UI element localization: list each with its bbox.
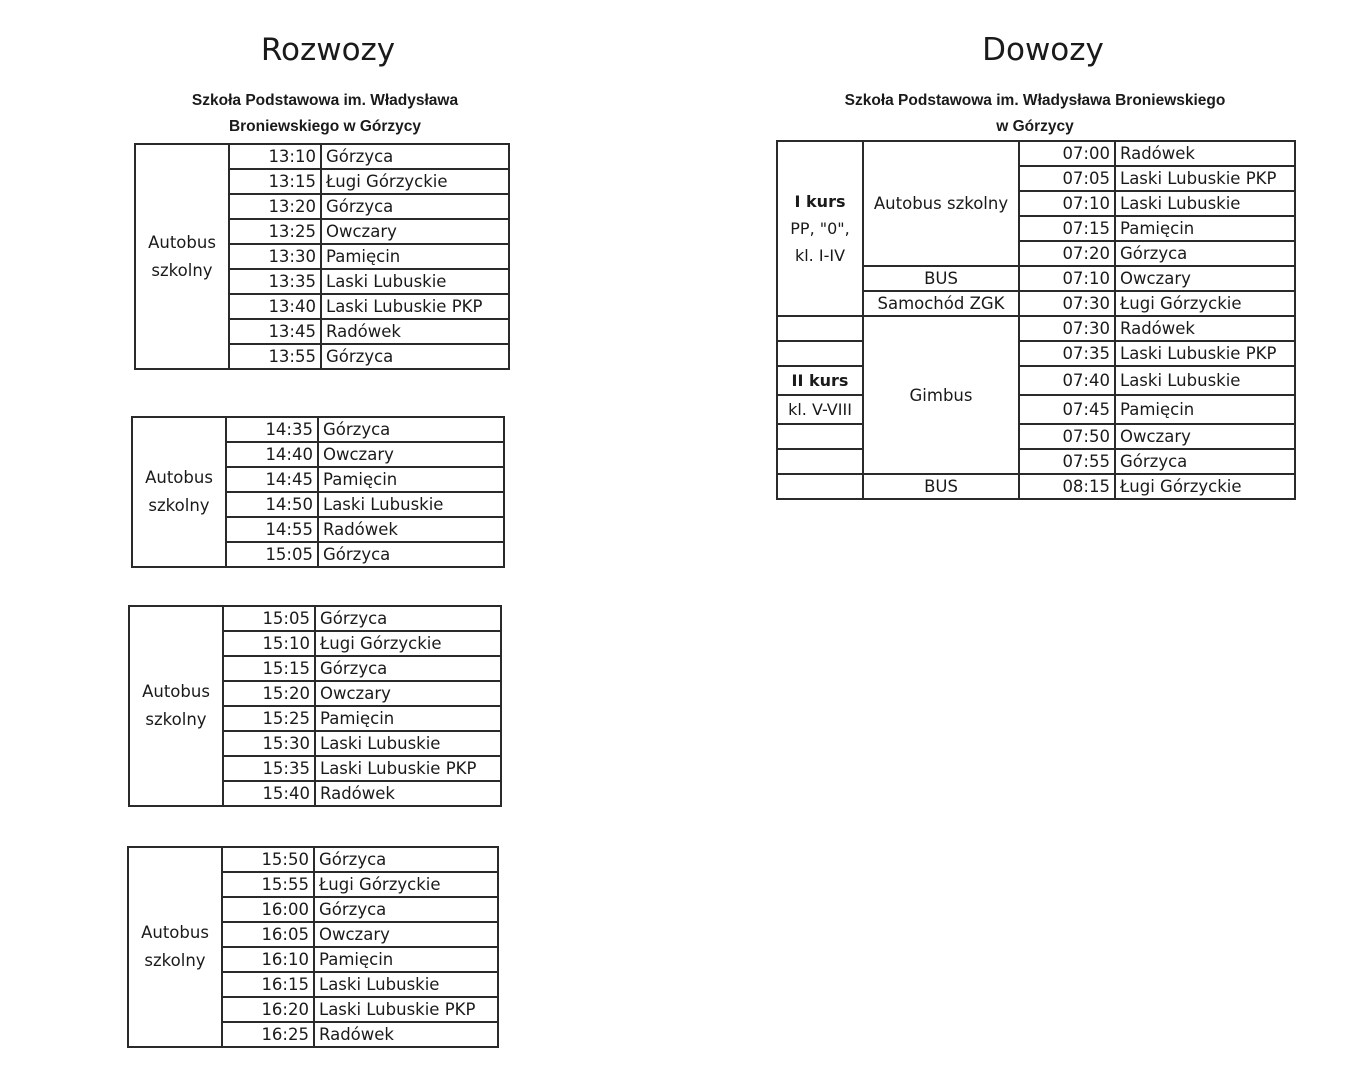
time-cell: 07:35 [1019, 341, 1115, 366]
empty-cell [777, 449, 863, 474]
place-cell: Owczary [314, 922, 498, 947]
vehicle-label: Autobus [148, 232, 216, 252]
time-cell: 07:00 [1019, 141, 1115, 166]
place-cell: Górzyca [318, 542, 504, 567]
table-row [777, 341, 1295, 366]
dowozy-subtitle-line1: Szkoła Podstawowa im. Władysława Broniewskiego [844, 92, 1226, 109]
place-cell: Laski Lubuskie [315, 731, 501, 756]
place-cell: Pamięcin [318, 467, 504, 492]
course-2-name: II kurs [777, 366, 863, 395]
time-cell: 16:25 [222, 1022, 314, 1047]
time-cell: 07:40 [1019, 366, 1115, 395]
vehicle-cell [132, 417, 226, 567]
dowozy-table [776, 140, 1296, 500]
place-cell: Laski Lubuskie [318, 492, 504, 517]
place-cell: Radówek [1115, 141, 1295, 166]
time-cell: 07:55 [1019, 449, 1115, 474]
vehicle-label: szkolny [151, 260, 213, 280]
place-cell: Laski Lubuskie [314, 972, 498, 997]
time-cell: 16:10 [222, 947, 314, 972]
place-cell: Górzyca [321, 194, 509, 219]
time-cell: 14:35 [226, 417, 318, 442]
place-cell: Radówek [315, 781, 501, 806]
time-cell: 15:05 [223, 606, 315, 631]
place-cell: Górzyca [315, 656, 501, 681]
place-cell: Pamięcin [314, 947, 498, 972]
time-cell: 16:05 [222, 922, 314, 947]
place-cell: Górzyca [314, 847, 498, 872]
dowozy-subtitle [780, 88, 1290, 140]
place-cell: Górzyca [321, 344, 509, 369]
place-cell: Ługi Górzyckie [314, 872, 498, 897]
place-cell: Owczary [315, 681, 501, 706]
time-cell: 15:30 [223, 731, 315, 756]
place-cell: Owczary [1115, 266, 1295, 291]
time-cell: 13:35 [229, 269, 321, 294]
vehicle-cell [129, 606, 223, 806]
course-2-classes: kl. V-VIII [777, 395, 863, 424]
place-cell: Ługi Górzyckie [1115, 474, 1295, 499]
place-cell: Górzyca [314, 897, 498, 922]
time-cell: 15:20 [223, 681, 315, 706]
place-cell: Laski Lubuskie [321, 269, 509, 294]
table-row [777, 449, 1295, 474]
place-cell: Górzyca [1115, 241, 1295, 266]
time-cell: 07:50 [1019, 424, 1115, 449]
empty-cell [777, 474, 863, 499]
vehicle-label: Autobus [142, 682, 210, 701]
time-cell: 07:45 [1019, 395, 1115, 424]
place-cell: Laski Lubuskie PKP [1115, 341, 1295, 366]
time-cell: 14:40 [226, 442, 318, 467]
place-cell: Radówek [1115, 316, 1295, 341]
time-cell: 15:25 [223, 706, 315, 731]
rozwozy-subtitle-line1: Szkoła Podstawowa im. Władysława [191, 92, 459, 109]
place-cell: Owczary [1115, 424, 1295, 449]
place-cell: Górzyca [318, 417, 504, 442]
vehicle-cell [135, 144, 229, 369]
vehicle-gimbus: Gimbus [863, 316, 1019, 474]
place-cell: Radówek [321, 319, 509, 344]
place-cell: Owczary [321, 219, 509, 244]
place-cell: Ługi Górzyckie [321, 169, 509, 194]
empty-cell [777, 316, 863, 341]
rozwozy-subtitle [130, 88, 520, 140]
time-cell: 13:25 [229, 219, 321, 244]
table-row [777, 474, 1295, 499]
time-cell: 07:10 [1019, 266, 1115, 291]
time-cell: 13:15 [229, 169, 321, 194]
time-cell: 13:40 [229, 294, 321, 319]
time-cell: 13:55 [229, 344, 321, 369]
place-cell: Pamięcin [1115, 216, 1295, 241]
table-row [777, 366, 1295, 395]
time-cell: 08:15 [1019, 474, 1115, 499]
empty-cell [777, 341, 863, 366]
place-cell: Laski Lubuskie [1115, 366, 1295, 395]
rozwozy-block-body [129, 606, 501, 806]
time-cell: 07:05 [1019, 166, 1115, 191]
empty-cell [777, 424, 863, 449]
place-cell: Radówek [318, 517, 504, 542]
place-cell: Górzyca [1115, 449, 1295, 474]
rozwozy-table-3 [128, 605, 502, 807]
vehicle-label: szkolny [144, 951, 206, 970]
course-1-groups: PP, "0", [790, 219, 850, 238]
time-cell: 07:20 [1019, 241, 1115, 266]
dowozy-title: Dowozy [982, 32, 1104, 68]
rozwozy-block-body [135, 144, 509, 369]
time-cell: 15:55 [222, 872, 314, 897]
time-cell: 15:05 [226, 542, 318, 567]
vehicle-label: Autobus [141, 923, 209, 942]
table-row [777, 395, 1295, 424]
place-cell: Owczary [318, 442, 504, 467]
place-cell: Laski Lubuskie [1115, 191, 1295, 216]
time-cell: 14:55 [226, 517, 318, 542]
place-cell: Pamięcin [315, 706, 501, 731]
dowozy-subtitle-line2: w Górzycy [996, 118, 1074, 135]
table-row [128, 847, 498, 872]
time-cell: 15:35 [223, 756, 315, 781]
time-cell: 07:15 [1019, 216, 1115, 241]
time-cell: 15:15 [223, 656, 315, 681]
place-cell: Radówek [314, 1022, 498, 1047]
table-row [129, 606, 501, 631]
rozwozy-table-2 [131, 416, 505, 568]
table-row [777, 141, 1295, 166]
time-cell: 13:10 [229, 144, 321, 169]
time-cell: 14:45 [226, 467, 318, 492]
time-cell: 07:30 [1019, 316, 1115, 341]
vehicle-label: szkolny [148, 496, 210, 515]
place-cell: Pamięcin [321, 244, 509, 269]
time-cell: 15:50 [222, 847, 314, 872]
place-cell: Ługi Górzyckie [315, 631, 501, 656]
time-cell: 16:00 [222, 897, 314, 922]
rozwozy-block-body [128, 847, 498, 1047]
place-cell: Pamięcin [1115, 395, 1295, 424]
course-1-name: I kurs [794, 192, 846, 211]
vehicle-autobus-szkolny: Autobus szkolny [863, 141, 1019, 266]
time-cell: 07:30 [1019, 291, 1115, 316]
time-cell: 14:50 [226, 492, 318, 517]
place-cell: Laski Lubuskie PKP [315, 756, 501, 781]
course-1-cell [777, 141, 863, 316]
vehicle-label: Autobus [145, 468, 213, 487]
time-cell: 16:20 [222, 997, 314, 1022]
time-cell: 15:40 [223, 781, 315, 806]
table-row [135, 144, 509, 169]
place-cell: Laski Lubuskie PKP [314, 997, 498, 1022]
vehicle-label: szkolny [145, 710, 207, 729]
time-cell: 13:20 [229, 194, 321, 219]
rozwozy-table-4 [127, 846, 499, 1048]
table-row [132, 417, 504, 442]
course-1-classes: kl. I-IV [794, 246, 846, 265]
vehicle-cell [128, 847, 222, 1047]
rozwozy-title: Rozwozy [260, 32, 396, 68]
rozwozy-subtitle-line2: Broniewskiego w Górzycy [228, 118, 422, 135]
place-cell: Górzyca [315, 606, 501, 631]
place-cell: Górzyca [321, 144, 509, 169]
time-cell: 07:10 [1019, 191, 1115, 216]
table-row [777, 316, 1295, 341]
vehicle-bus: BUS [863, 474, 1019, 499]
place-cell: Ługi Górzyckie [1115, 291, 1295, 316]
place-cell: Laski Lubuskie PKP [321, 294, 509, 319]
place-cell: Laski Lubuskie PKP [1115, 166, 1295, 191]
time-cell: 16:15 [222, 972, 314, 997]
rozwozy-table-1 [134, 143, 510, 370]
rozwozy-block-body [132, 417, 504, 567]
time-cell: 13:30 [229, 244, 321, 269]
vehicle-samochod-zgk: Samochód ZGK [863, 291, 1019, 316]
table-row [777, 424, 1295, 449]
vehicle-bus: BUS [863, 266, 1019, 291]
time-cell: 15:10 [223, 631, 315, 656]
time-cell: 13:45 [229, 319, 321, 344]
